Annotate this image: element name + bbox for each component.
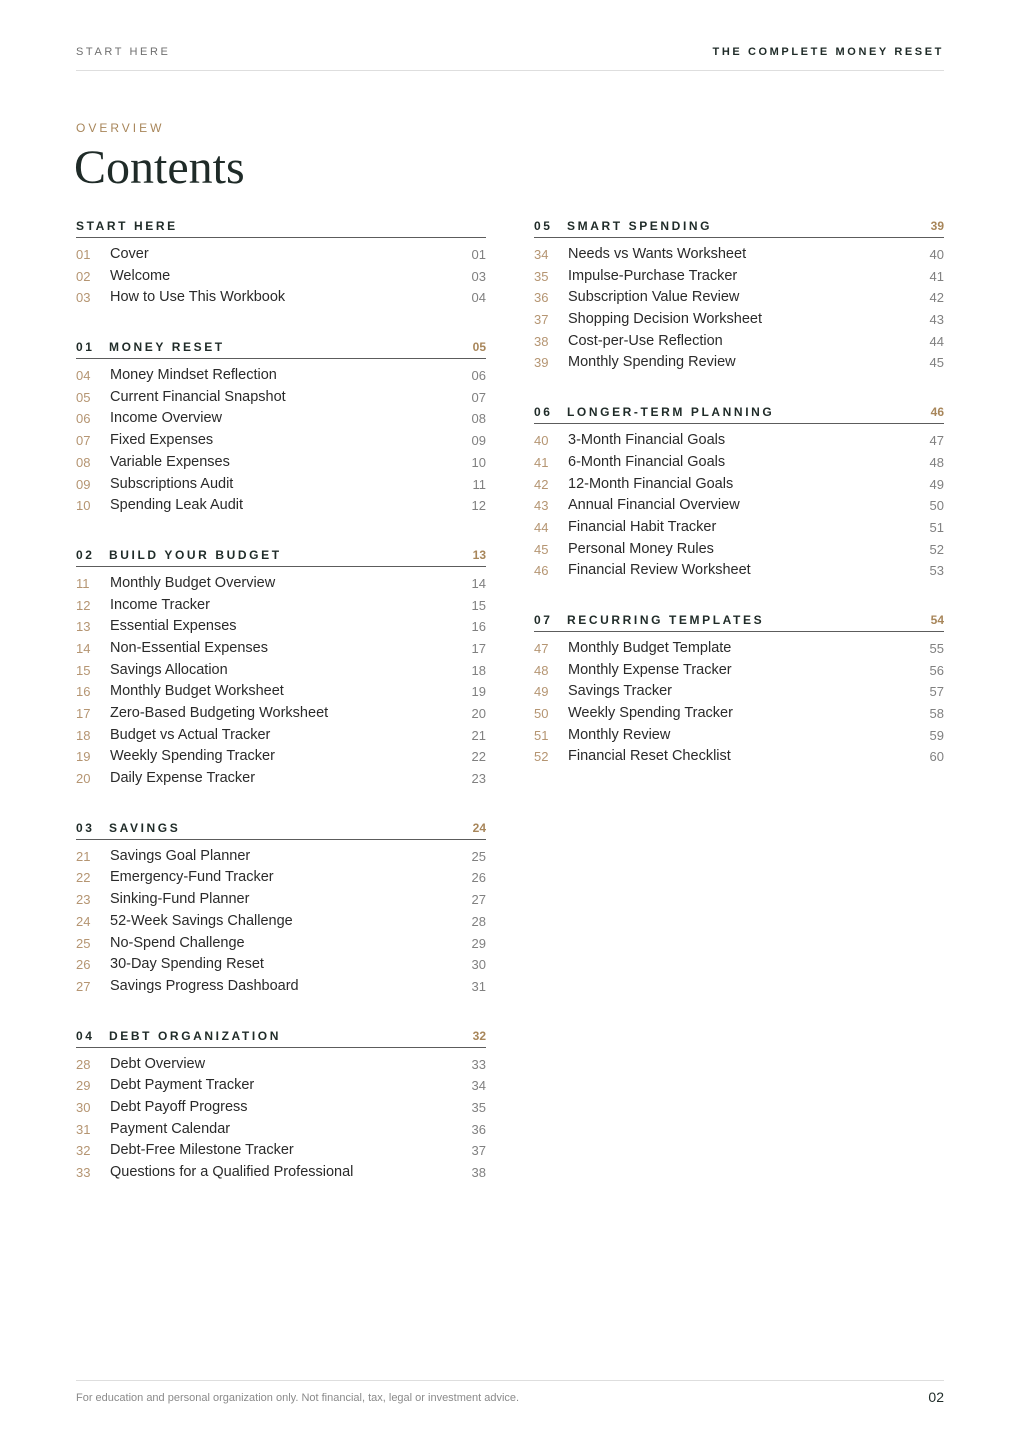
entry-page: 10	[471, 454, 486, 470]
entry-page: 17	[471, 640, 486, 656]
entry-title: Subscriptions Audit	[110, 475, 234, 492]
entry-page: 06	[471, 368, 486, 384]
section-title: DEBT ORGANIZATION	[109, 1028, 281, 1043]
entry-title: Savings Allocation	[110, 661, 228, 678]
entry-page: 35	[471, 1099, 486, 1115]
entry-number: 01	[76, 247, 91, 262]
section-number: 02	[76, 547, 95, 562]
section-number: 05	[534, 219, 553, 233]
entry-title: 3-Month Financial Goals	[568, 432, 726, 449]
toc-entry[interactable]	[76, 638, 486, 660]
entry-title: Savings Progress Dashboard	[110, 977, 299, 994]
entry-page: 58	[929, 706, 944, 721]
toc-column-left	[76, 216, 486, 1212]
toc-entry[interactable]	[534, 517, 944, 539]
toc-section	[76, 545, 486, 790]
entry-page: 04	[471, 290, 486, 306]
section-number: 04	[76, 1028, 95, 1043]
entry-page: 28	[471, 913, 486, 929]
entry-page: 36	[471, 1121, 486, 1137]
entry-title: Personal Money Rules	[568, 540, 714, 557]
toc-entry[interactable]	[76, 1054, 486, 1076]
entry-number: 49	[534, 684, 549, 700]
toc-entry[interactable]	[76, 746, 486, 768]
entry-number: 10	[76, 498, 91, 514]
section-title: START HERE	[76, 219, 178, 233]
toc-entry[interactable]	[76, 703, 486, 725]
section-page: 24	[472, 820, 486, 835]
entry-page: 23	[471, 771, 486, 787]
entry-page: 30	[471, 957, 486, 973]
section-heading	[76, 818, 486, 840]
toc-section	[76, 818, 486, 998]
entry-number: 18	[76, 727, 91, 743]
entry-title: Variable Expenses	[110, 453, 230, 470]
entry-title: Budget vs Actual Tracker	[110, 726, 271, 743]
running-header	[76, 46, 944, 71]
entry-number: 03	[76, 290, 91, 306]
entry-title: Questions for a Qualified Professional	[110, 1164, 354, 1180]
entry-number: 41	[534, 454, 549, 470]
toc-entry[interactable]	[76, 244, 486, 266]
section-page: 54	[930, 612, 944, 627]
toc-entry[interactable]	[76, 573, 486, 595]
entry-page: 41	[929, 268, 944, 284]
entry-title: Payment Calendar	[110, 1120, 231, 1137]
entry-title: Annual Financial Overview	[568, 497, 740, 514]
entry-title: No-Spend Challenge	[110, 934, 245, 951]
entry-title: Shopping Decision Worksheet	[568, 311, 762, 328]
entry-title: Welcome	[110, 267, 171, 284]
section-number: 07	[534, 612, 553, 627]
entry-title: Money Mindset Reflection	[110, 367, 277, 384]
toc-entry[interactable]	[534, 660, 944, 682]
entry-title: Essential Expenses	[110, 618, 237, 635]
entry-page: 37	[471, 1143, 486, 1159]
entry-number: 20	[76, 771, 91, 787]
toc-column-right	[534, 216, 944, 796]
entry-number: 25	[76, 935, 91, 951]
entry-number: 39	[534, 355, 549, 371]
entry-page: 53	[929, 563, 944, 579]
entry-number: 13	[76, 619, 91, 635]
toc-entry[interactable]	[534, 331, 944, 353]
toc-entry[interactable]	[76, 408, 486, 430]
toc-entry[interactable]	[76, 660, 486, 682]
section-heading	[76, 1026, 486, 1048]
entry-page: 60	[929, 749, 944, 765]
toc-entry[interactable]	[534, 539, 944, 561]
section-heading	[76, 545, 486, 567]
entry-number: 52	[534, 749, 549, 765]
entry-page: 52	[929, 541, 944, 557]
entry-title: Income Overview	[110, 410, 223, 427]
section-heading	[76, 216, 486, 238]
header-book-title: THE COMPLETE MONEY RESET	[712, 46, 944, 58]
entry-title: 12-Month Financial Goals	[568, 475, 734, 492]
entry-page: 03	[471, 268, 486, 284]
section-number: 03	[76, 820, 95, 835]
section-heading	[534, 402, 944, 424]
toc-section	[534, 402, 944, 582]
entry-page: 18	[471, 662, 486, 678]
entry-page: 15	[471, 597, 486, 613]
entry-number: 46	[534, 563, 549, 579]
entry-number: 45	[534, 541, 549, 557]
entry-title: Debt Payoff Progress	[110, 1098, 248, 1115]
toc-entry[interactable]	[76, 867, 486, 889]
entry-title: Needs vs Wants Worksheet	[568, 246, 747, 262]
entry-page: 57	[929, 684, 944, 700]
entry-page: 09	[471, 433, 486, 449]
entry-page: 43	[929, 312, 944, 328]
entry-title: Cover	[110, 246, 149, 262]
toc-entry[interactable]	[76, 725, 486, 747]
entry-page: 11	[472, 476, 486, 492]
toc-entry[interactable]	[534, 560, 944, 582]
toc-section	[534, 216, 944, 374]
entry-page: 49	[929, 476, 944, 492]
entry-number: 30	[76, 1099, 91, 1115]
entry-number: 35	[534, 268, 549, 284]
entry-title: Daily Expense Tracker	[110, 770, 256, 787]
toc-entry[interactable]	[534, 638, 944, 660]
entry-number: 44	[534, 519, 549, 535]
entry-title: Current Financial Snapshot	[110, 388, 286, 405]
toc-entry[interactable]	[76, 616, 486, 638]
entry-number: 29	[76, 1078, 91, 1094]
entry-number: 36	[534, 290, 549, 306]
entry-title: Debt Payment Tracker	[110, 1077, 255, 1094]
toc-entry[interactable]	[76, 768, 486, 790]
toc-entry[interactable]	[76, 1075, 486, 1097]
toc-entry[interactable]	[534, 746, 944, 768]
entry-title: Subscription Value Review	[568, 289, 740, 306]
toc-entry[interactable]	[76, 387, 486, 409]
toc-entry[interactable]	[534, 287, 944, 309]
entry-number: 09	[76, 476, 91, 492]
entry-page: 38	[471, 1165, 486, 1180]
section-heading	[534, 610, 944, 632]
entry-page: 20	[471, 706, 486, 721]
entry-title: Monthly Budget Template	[568, 639, 732, 656]
entry-page: 01	[471, 247, 486, 262]
section-page: 05	[472, 340, 486, 355]
entry-title: Savings Goal Planner	[110, 847, 251, 864]
toc-entry[interactable]	[76, 954, 486, 976]
toc-entry[interactable]	[76, 452, 486, 474]
toc-entry[interactable]	[534, 452, 944, 474]
entry-page: 40	[929, 247, 944, 262]
entry-number: 14	[76, 640, 91, 656]
entry-title: Zero-Based Budgeting Worksheet	[110, 705, 329, 721]
entry-title: Income Tracker	[110, 596, 210, 613]
entry-number: 05	[76, 389, 91, 405]
entry-title: 30-Day Spending Reset	[110, 956, 264, 973]
entry-title: Monthly Budget Worksheet	[110, 683, 284, 700]
entry-page: 55	[929, 640, 944, 656]
toc-entry[interactable]	[76, 266, 486, 288]
entry-title: Sinking-Fund Planner	[110, 891, 250, 908]
toc-entry[interactable]	[534, 725, 944, 747]
entry-number: 08	[76, 454, 91, 470]
entry-title: Weekly Spending Tracker	[568, 705, 733, 721]
toc-entry[interactable]	[76, 474, 486, 496]
entry-title: Financial Review Worksheet	[568, 562, 751, 579]
toc-entry[interactable]	[534, 244, 944, 266]
toc-entry[interactable]	[76, 1162, 486, 1184]
entry-page: 59	[929, 727, 944, 743]
section-title: BUILD YOUR BUDGET	[109, 547, 282, 562]
toc-section	[534, 610, 944, 768]
entry-title: Fixed Expenses	[110, 432, 214, 449]
entry-number: 15	[76, 662, 91, 678]
toc-entry[interactable]	[76, 595, 486, 617]
section-title: SAVINGS	[109, 820, 181, 835]
section-page: 13	[472, 547, 486, 562]
entry-number: 48	[534, 662, 549, 678]
page-number: 02	[928, 1389, 944, 1405]
entry-page: 44	[929, 333, 944, 349]
entry-number: 38	[534, 333, 549, 349]
entry-title: Financial Reset Checklist	[568, 748, 731, 765]
entry-page: 48	[929, 454, 944, 470]
entry-page: 08	[471, 411, 486, 427]
toc-entry[interactable]	[534, 703, 944, 725]
entry-page: 22	[471, 749, 486, 765]
entry-title: Monthly Spending Review	[568, 354, 736, 371]
section-heading	[534, 216, 944, 238]
entry-page: 31	[471, 978, 486, 994]
toc-entry[interactable]	[534, 266, 944, 288]
entry-number: 12	[76, 597, 91, 613]
entry-page: 47	[929, 433, 944, 449]
entry-title: Monthly Review	[568, 726, 671, 743]
entry-number: 24	[76, 913, 91, 929]
toc-section	[76, 1026, 486, 1184]
toc-entry[interactable]	[76, 911, 486, 933]
entry-title: Monthly Expense Tracker	[568, 661, 732, 678]
toc-entry[interactable]	[534, 309, 944, 331]
section-title: RECURRING TEMPLATES	[567, 612, 765, 627]
entry-page: 56	[929, 662, 944, 678]
toc-section	[76, 216, 486, 309]
entry-title: Financial Habit Tracker	[568, 518, 717, 535]
entry-number: 16	[76, 684, 91, 700]
entry-page: 16	[471, 619, 486, 635]
toc-entry[interactable]	[76, 495, 486, 517]
entry-page: 07	[471, 389, 486, 405]
entry-page: 19	[471, 684, 486, 700]
entry-page: 26	[471, 870, 486, 886]
entry-title: Weekly Spending Tracker	[110, 748, 275, 765]
entry-number: 06	[76, 411, 91, 427]
footer-disclaimer: For education and personal organization only. Not financial, tax, legal or investment advice.	[76, 1392, 520, 1404]
toc-entry[interactable]	[76, 889, 486, 911]
entry-number: 34	[534, 247, 549, 262]
toc-entry[interactable]	[76, 976, 486, 998]
section-page: 32	[472, 1028, 486, 1043]
entry-page: 21	[471, 727, 486, 743]
toc-entry[interactable]	[76, 933, 486, 955]
toc-entry[interactable]	[76, 1140, 486, 1162]
toc-entry[interactable]	[76, 1119, 486, 1141]
page-footer	[76, 1380, 944, 1413]
entry-number: 50	[534, 706, 549, 721]
entry-title: Cost-per-Use Reflection	[568, 332, 723, 349]
toc-entry[interactable]	[534, 352, 944, 374]
entry-page: 12	[471, 498, 486, 514]
toc-entry[interactable]	[534, 681, 944, 703]
entry-number: 33	[76, 1165, 91, 1180]
entry-title: Non-Essential Expenses	[110, 639, 268, 656]
entry-title: 52-Week Savings Challenge	[110, 912, 293, 929]
entry-title: Emergency-Fund Tracker	[110, 869, 274, 886]
entry-title: Impulse-Purchase Tracker	[568, 267, 738, 284]
entry-title: How to Use This Workbook	[110, 289, 286, 306]
page-title: Contents	[74, 141, 245, 194]
entry-number: 17	[76, 706, 91, 721]
entry-number: 11	[76, 575, 90, 591]
section-title: MONEY RESET	[109, 340, 225, 355]
entry-number: 26	[76, 957, 91, 973]
toc-entry[interactable]	[534, 495, 944, 517]
section-number: 06	[534, 405, 553, 420]
entry-number: 47	[534, 640, 549, 656]
entry-page: 45	[929, 355, 944, 371]
entry-title: Spending Leak Audit	[110, 497, 244, 514]
entry-number: 02	[76, 268, 91, 284]
entry-number: 32	[76, 1143, 91, 1159]
toc-entry[interactable]	[76, 365, 486, 387]
section-page: 39	[930, 219, 944, 233]
entry-number: 42	[534, 476, 549, 492]
entry-title: Debt-Free Milestone Tracker	[110, 1142, 294, 1159]
section-heading	[76, 337, 486, 359]
entry-page: 25	[471, 848, 486, 864]
toc-entry[interactable]	[76, 681, 486, 703]
toc-entry[interactable]	[76, 430, 486, 452]
entry-number: 37	[534, 312, 549, 328]
section-page: 46	[930, 405, 944, 420]
entry-number: 04	[76, 368, 91, 384]
header-section-label: START HERE	[76, 46, 171, 58]
entry-title: Debt Overview	[110, 1055, 206, 1072]
entry-number: 23	[76, 892, 91, 908]
eyebrow-label: OVERVIEW	[76, 121, 165, 135]
entry-number: 31	[76, 1121, 91, 1137]
entry-number: 27	[76, 978, 91, 994]
entry-page: 33	[471, 1056, 486, 1072]
section-number: 01	[76, 340, 95, 355]
entry-number: 40	[534, 433, 549, 449]
entry-number: 22	[76, 870, 91, 886]
entry-number: 43	[534, 498, 549, 514]
section-title: SMART SPENDING	[567, 219, 713, 233]
entry-number: 21	[76, 848, 91, 864]
entry-title: Savings Tracker	[568, 683, 672, 700]
toc-section	[76, 337, 486, 517]
entry-page: 29	[471, 935, 486, 951]
entry-number: 19	[76, 749, 91, 765]
entry-number: 51	[534, 727, 549, 743]
toc-entry[interactable]	[534, 430, 944, 452]
toc-entry[interactable]	[534, 474, 944, 496]
entry-page: 42	[929, 290, 944, 306]
entry-number: 07	[76, 433, 91, 449]
toc-entry[interactable]	[76, 846, 486, 868]
entry-page: 50	[929, 498, 944, 514]
toc-entry[interactable]	[76, 1097, 486, 1119]
toc-entry[interactable]	[76, 287, 486, 309]
entry-page: 27	[471, 892, 486, 908]
entry-title: 6-Month Financial Goals	[568, 453, 726, 470]
entry-page: 51	[929, 519, 944, 535]
entry-page: 14	[471, 575, 486, 591]
entry-title: Monthly Budget Overview	[110, 574, 276, 591]
entry-number: 28	[76, 1056, 91, 1072]
section-title: LONGER-TERM PLANNING	[567, 405, 775, 420]
entry-page: 34	[471, 1078, 486, 1094]
